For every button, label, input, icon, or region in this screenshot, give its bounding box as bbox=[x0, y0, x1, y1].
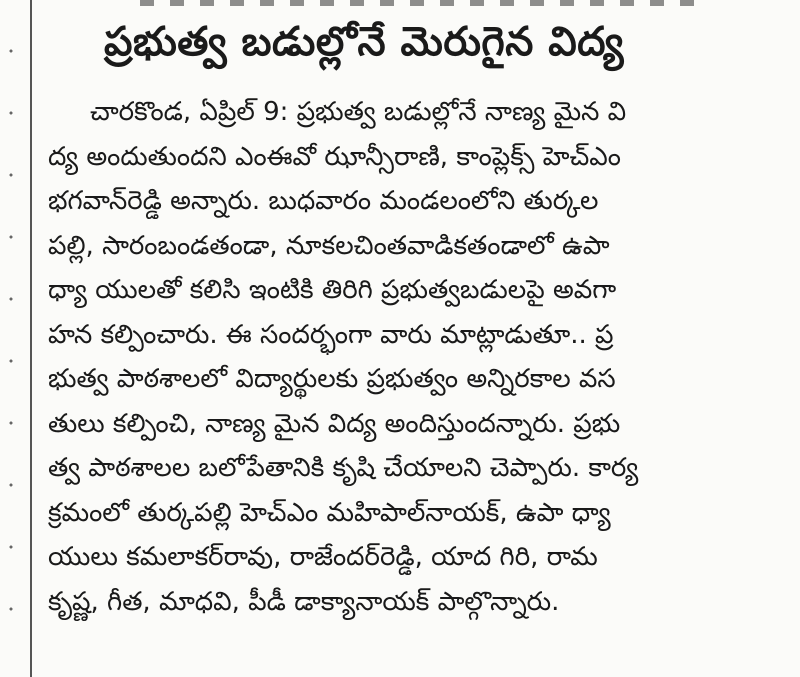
article-line: త్వ పాఠశాలల బలోపేతానికి కృషి చేయాలని చెప్పారు. కార్య bbox=[48, 453, 639, 483]
article-line: ద్య అందుతుందని ఎంఈవో ఝాన్సీరాణి, కాంప్లెక్స్ హెచ్ఎం bbox=[48, 141, 621, 172]
article-line: తులు కల్పించి, నాణ్య మైన విద్య అందిస్తుందన్నారు. ప్రభు bbox=[48, 408, 621, 439]
article-line: భగవాన్‌రెడ్డి అన్నారు. బుధవారం మండలంలోని తుర్కల bbox=[48, 186, 599, 216]
article-line: భుత్వ పాఠశాలలో విద్యార్థులకు ప్రభుత్వం అన్నిరకాల వస bbox=[48, 364, 616, 394]
article-line: క్రమంలో తుర్కపల్లి హెచ్ఎం మహిపాల్‌నాయక్, ఉపా ధ్యా bbox=[48, 497, 611, 528]
previous-article-edge bbox=[140, 0, 700, 6]
article-line: హన కల్పించారు. ఈ సందర్భంగా వారు మాట్లాడుతూ.. ప్ర bbox=[48, 319, 614, 350]
column-edge-marks bbox=[6, 20, 16, 660]
article-line: ధ్యా యులతో కలిసి ఇంటికి తిరిగి ప్రభుత్వబడులపై అవగా bbox=[48, 275, 617, 305]
article-headline: ప్రభుత్వ బడుల్లోనే మెరుగైన విద్య bbox=[104, 19, 624, 65]
article-line: కృష్ణ, గీత, మాధవి, పీడీ డాక్యానాయక్ పాల్గొన్నారు. bbox=[48, 586, 560, 617]
article-body bbox=[48, 90, 778, 624]
column-divider bbox=[30, 0, 32, 677]
article-line: యులు కమలాకర్‌రావు, రాజేందర్‌రెడ్డి, యాద గిరి, రామ bbox=[48, 542, 598, 572]
article-line: పల్లి, సారంబండతండా, నూకలచింతవాడికతండాలో ఉపా bbox=[48, 230, 610, 261]
article-line: చారకొండ, ఏప్రిల్ 9: ప్రభుత్వ బడుల్లోనే నాణ్య మైన వి bbox=[90, 97, 627, 127]
